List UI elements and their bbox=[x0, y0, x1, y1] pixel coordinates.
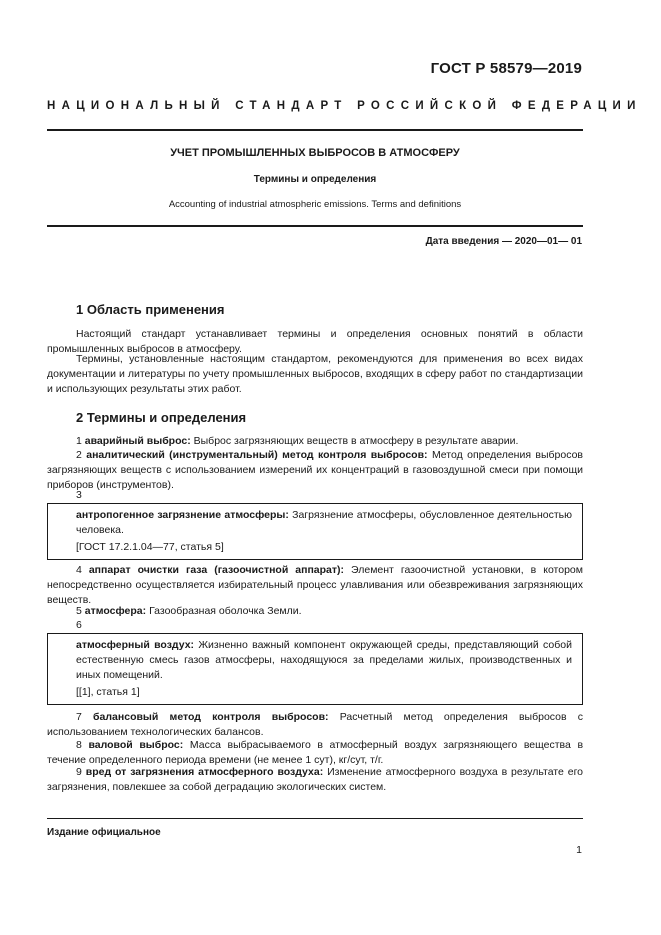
section-1-heading: 1 Область применения bbox=[76, 302, 225, 317]
term-6-source: [[1], статья 1] bbox=[76, 686, 140, 698]
document-subtitle: Термины и определения bbox=[253, 174, 377, 185]
term-6-box bbox=[47, 633, 583, 705]
term-3-source: [ГОСТ 17.2.1.04—77, статья 5] bbox=[76, 541, 224, 553]
term-3-number: 3 bbox=[76, 489, 82, 501]
edition-label: Издание официальное bbox=[47, 827, 161, 838]
gost-number: ГОСТ Р 58579—2019 bbox=[430, 60, 582, 77]
title-rule bbox=[47, 225, 583, 227]
document-title: УЧЕТ ПРОМЫШЛЕННЫХ ВЫБРОСОВ В АТМОСФЕРУ bbox=[170, 147, 460, 159]
term-5: 5 атмосфера: Газообразная оболочка Земли. bbox=[76, 605, 302, 617]
term-3-text: антропогенное загрязнение атмосферы: Загрязнение атмосферы, обусловленное деятельностью человека. bbox=[76, 509, 572, 536]
scope-paragraph-2: Термины, установленные настоящим стандартом, рекомендуются для применения во всех видах документации и литературы по учету промышленных выбросов, входящих в сферу работ по стандартизации и использующих результаты этих работ. bbox=[47, 353, 583, 395]
term-9: 9 вред от загрязнения атмосферного воздуха: Изменение атмосферного воздуха в результате его загрязнения, повлекшее за собой деградацию экологических систем. bbox=[47, 766, 584, 793]
top-rule bbox=[47, 129, 583, 131]
scope-paragraph-1: Настоящий стандарт устанавливает термины и определения основных понятий в области промышленных выбросов в атмосферу. bbox=[47, 328, 583, 355]
footer-rule bbox=[47, 818, 583, 819]
term-1: 1 аварийный выброс: Выброс загрязняющих веществ в атмосферу в результате аварии. bbox=[76, 435, 519, 447]
term-6-number: 6 bbox=[76, 619, 82, 631]
term-6-text: атмосферный воздух: Жизненно важный компонент окружающей среды, представляющий собой естественную смесь газов атмосферы, находящуюся за пределами жилых, производственных и иных помещений. bbox=[76, 639, 572, 681]
term-8: 8 валовой выброс: Масса выбрасываемого в атмосферный воздух загрязняющего вещества в течение определенного периода времени (не менее 1 сут), кг/сут, т/г. bbox=[47, 739, 584, 766]
effective-date: Дата введения — 2020—01— 01 bbox=[425, 236, 582, 247]
page-number: 1 bbox=[576, 844, 582, 856]
term-4: 4 аппарат очистки газа (газоочистной аппарат): Элемент газоочистной установки, в котором непосредственно осуществляется избирательный процесс улавливания или обезвреживания загрязняющих веществ. bbox=[47, 564, 583, 606]
term-3-box bbox=[47, 503, 583, 560]
national-standard-banner: НАЦИОНАЛЬНЫЙ СТАНДАРТ РОССИЙСКОЙ ФЕДЕРАЦИИ bbox=[47, 100, 642, 112]
term-2: 2 аналитический (инструментальный) метод контроля выбросов: Метод определения выбросов загрязняющих веществ с использованием измерений их концентраций в газовоздушной смеси при помощи приборов (инструментов). bbox=[47, 449, 584, 491]
section-2-heading: 2 Термины и определения bbox=[76, 410, 247, 425]
term-7: 7 балансовый метод контроля выбросов: Расчетный метод определения выбросов с использованием технологических балансов. bbox=[47, 711, 584, 738]
english-title: Accounting of industrial atmospheric emissions. Terms and definitions bbox=[168, 199, 462, 210]
